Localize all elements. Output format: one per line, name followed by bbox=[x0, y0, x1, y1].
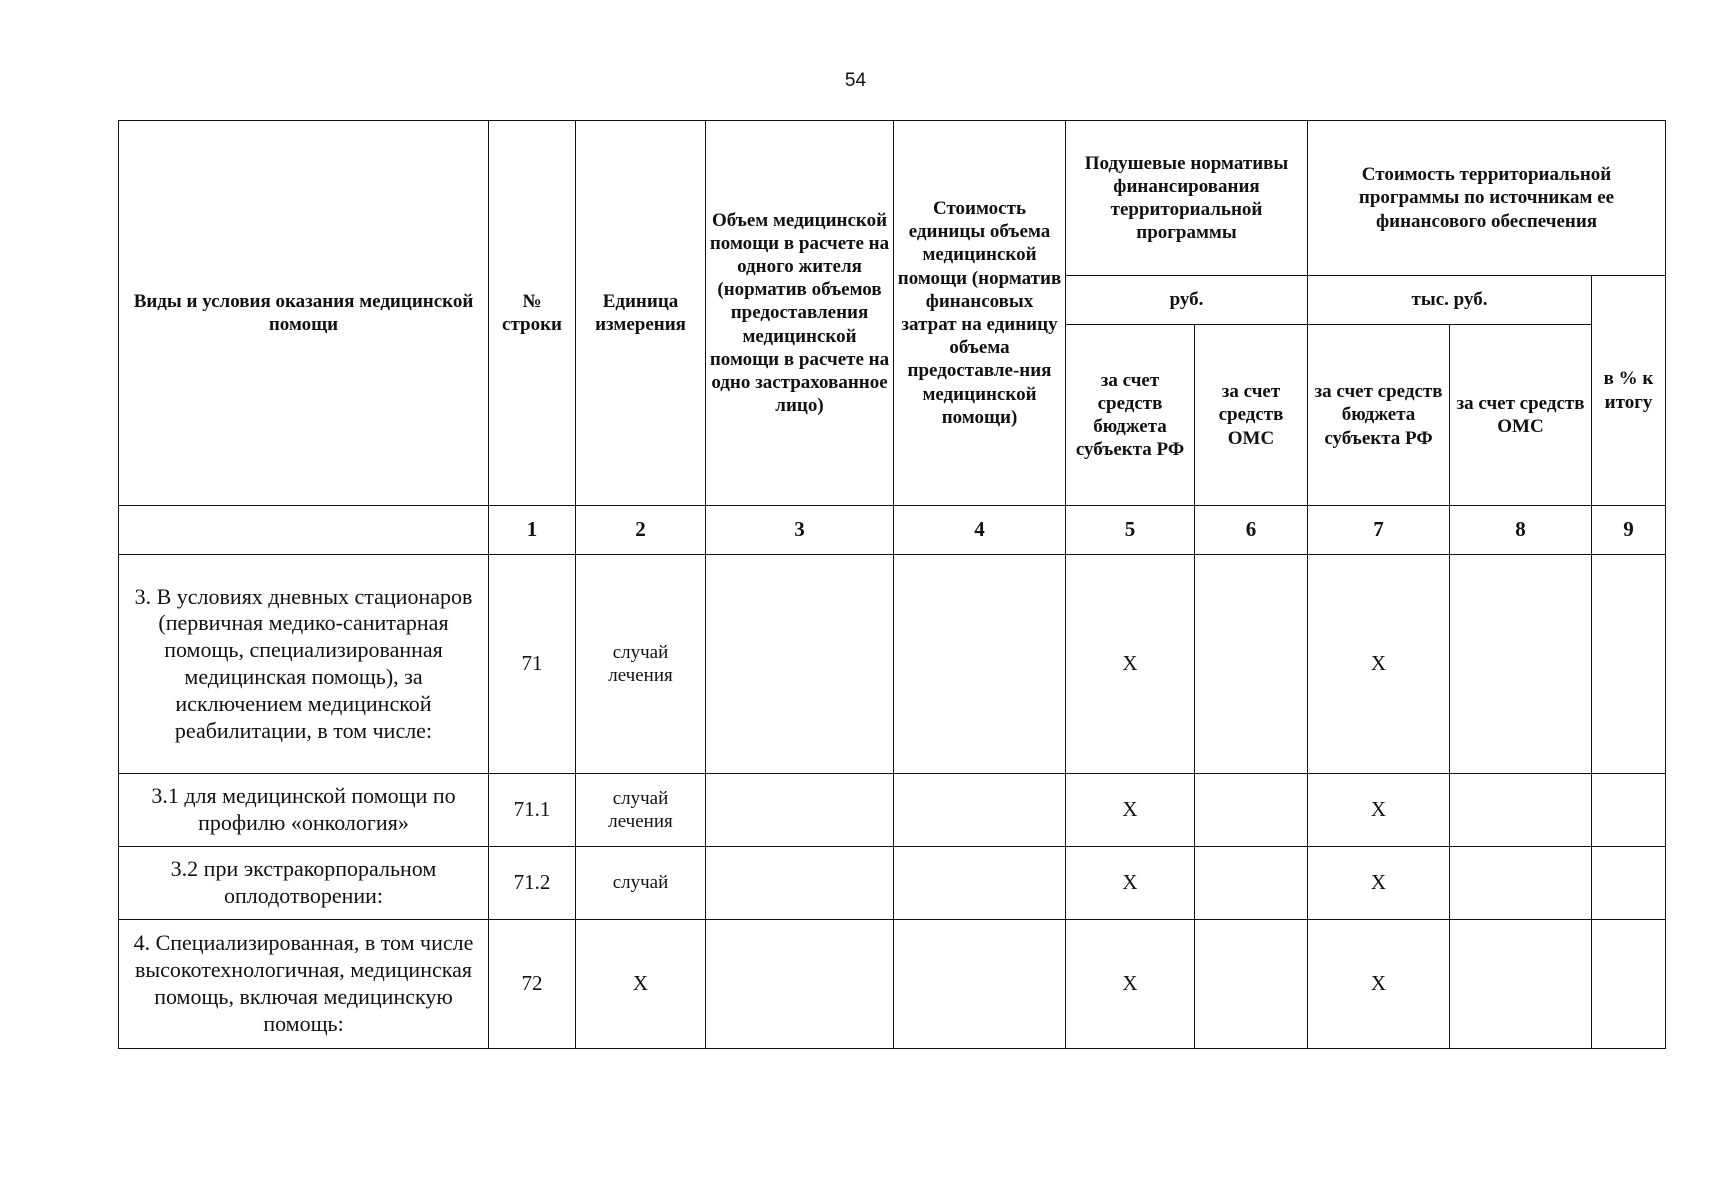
row-percent bbox=[1592, 920, 1666, 1049]
row-budget-per-capita: X bbox=[1066, 774, 1195, 847]
row-budget-per-capita: X bbox=[1066, 555, 1195, 774]
header-unit: Единица измерения bbox=[576, 121, 706, 506]
row-volume bbox=[706, 847, 894, 920]
header-budget-cost: за счет средств бюджета субъекта РФ bbox=[1308, 325, 1450, 506]
row-description: 3.1 для медицинской помощи по профилю «онкология» bbox=[119, 774, 489, 847]
row-number: 72 bbox=[489, 920, 576, 1049]
row-oms-cost bbox=[1450, 774, 1592, 847]
column-number: 8 bbox=[1450, 506, 1592, 555]
row-budget-per-capita: X bbox=[1066, 920, 1195, 1049]
column-number: 5 bbox=[1066, 506, 1195, 555]
row-percent bbox=[1592, 555, 1666, 774]
row-unit: случай лечения bbox=[576, 555, 706, 774]
column-number-row bbox=[119, 506, 1666, 555]
column-number: 4 bbox=[894, 506, 1066, 555]
row-volume bbox=[706, 774, 894, 847]
header-unit-thousand-rub: тыс. руб. bbox=[1308, 276, 1592, 325]
header-per-capita-norms: Подушевые нормативы финансирования территориальной программы bbox=[1066, 121, 1308, 276]
row-unit-cost bbox=[894, 555, 1066, 774]
row-budget-cost: X bbox=[1308, 774, 1450, 847]
column-number-blank bbox=[119, 506, 489, 555]
header-unit-cost: Стоимость единицы объема медицинской помощи (норматив финансовых затрат на единицу объема предоставле-ния медицинской помощи) bbox=[894, 121, 1066, 506]
row-description: 3.2 при экстракорпоральном оплодотворении: bbox=[119, 847, 489, 920]
table-row bbox=[119, 774, 1666, 847]
column-number: 6 bbox=[1195, 506, 1308, 555]
row-volume bbox=[706, 555, 894, 774]
row-budget-cost: X bbox=[1308, 920, 1450, 1049]
row-percent bbox=[1592, 847, 1666, 920]
header-percent-of-total: в % к итогу bbox=[1592, 276, 1666, 506]
column-number: 3 bbox=[706, 506, 894, 555]
table-row bbox=[119, 555, 1666, 774]
header-oms-cost: за счет средств ОМС bbox=[1450, 325, 1592, 506]
table-row bbox=[119, 920, 1666, 1049]
page-number: 54 bbox=[844, 70, 867, 91]
row-budget-per-capita: X bbox=[1066, 847, 1195, 920]
header-unit-rub: руб. bbox=[1066, 276, 1308, 325]
row-unit: случай bbox=[576, 847, 706, 920]
column-number: 1 bbox=[489, 506, 576, 555]
row-oms-per-capita bbox=[1195, 774, 1308, 847]
header-volume: Объем медицинской помощи в расчете на одного жителя (норматив объемов предоставления медицинской помощи в расчете на одно застрахованное лицо) bbox=[706, 121, 894, 506]
row-unit-cost bbox=[894, 774, 1066, 847]
row-number: 71.1 bbox=[489, 774, 576, 847]
row-oms-per-capita bbox=[1195, 847, 1308, 920]
row-unit: X bbox=[576, 920, 706, 1049]
row-oms-per-capita bbox=[1195, 555, 1308, 774]
row-unit: случай лечения bbox=[576, 774, 706, 847]
row-percent bbox=[1592, 774, 1666, 847]
column-number: 7 bbox=[1308, 506, 1450, 555]
row-number: 71 bbox=[489, 555, 576, 774]
table-row bbox=[119, 847, 1666, 920]
header-row-number: № строки bbox=[489, 121, 576, 506]
row-description: 3. В условиях дневных стационаров (первичная медико-санитарная помощь, специализированная медицинская помощь), за исключением медицинской реабилитации, в том числе: bbox=[119, 555, 489, 774]
row-oms-cost bbox=[1450, 920, 1592, 1049]
header-program-cost: Стоимость территориальной программы по источникам ее финансового обеспечения bbox=[1308, 121, 1666, 276]
column-number: 2 bbox=[576, 506, 706, 555]
column-number: 9 bbox=[1592, 506, 1666, 555]
row-number: 71.2 bbox=[489, 847, 576, 920]
row-unit-cost bbox=[894, 847, 1066, 920]
row-volume bbox=[706, 920, 894, 1049]
header-oms-per-capita: за счет средств ОМС bbox=[1195, 325, 1308, 506]
row-oms-cost bbox=[1450, 847, 1592, 920]
financing-norms-table bbox=[118, 120, 1666, 1049]
row-oms-per-capita bbox=[1195, 920, 1308, 1049]
header-budget-per-capita: за счет средств бюджета субъекта РФ bbox=[1066, 325, 1195, 506]
row-budget-cost: X bbox=[1308, 555, 1450, 774]
row-budget-cost: X bbox=[1308, 847, 1450, 920]
row-description: 4. Специализированная, в том числе высокотехнологичная, медицинская помощь, включая медицинскую помощь: bbox=[119, 920, 489, 1049]
header-type-and-conditions: Виды и условия оказания медицинской помощи bbox=[119, 121, 489, 506]
row-unit-cost bbox=[894, 920, 1066, 1049]
row-oms-cost bbox=[1450, 555, 1592, 774]
